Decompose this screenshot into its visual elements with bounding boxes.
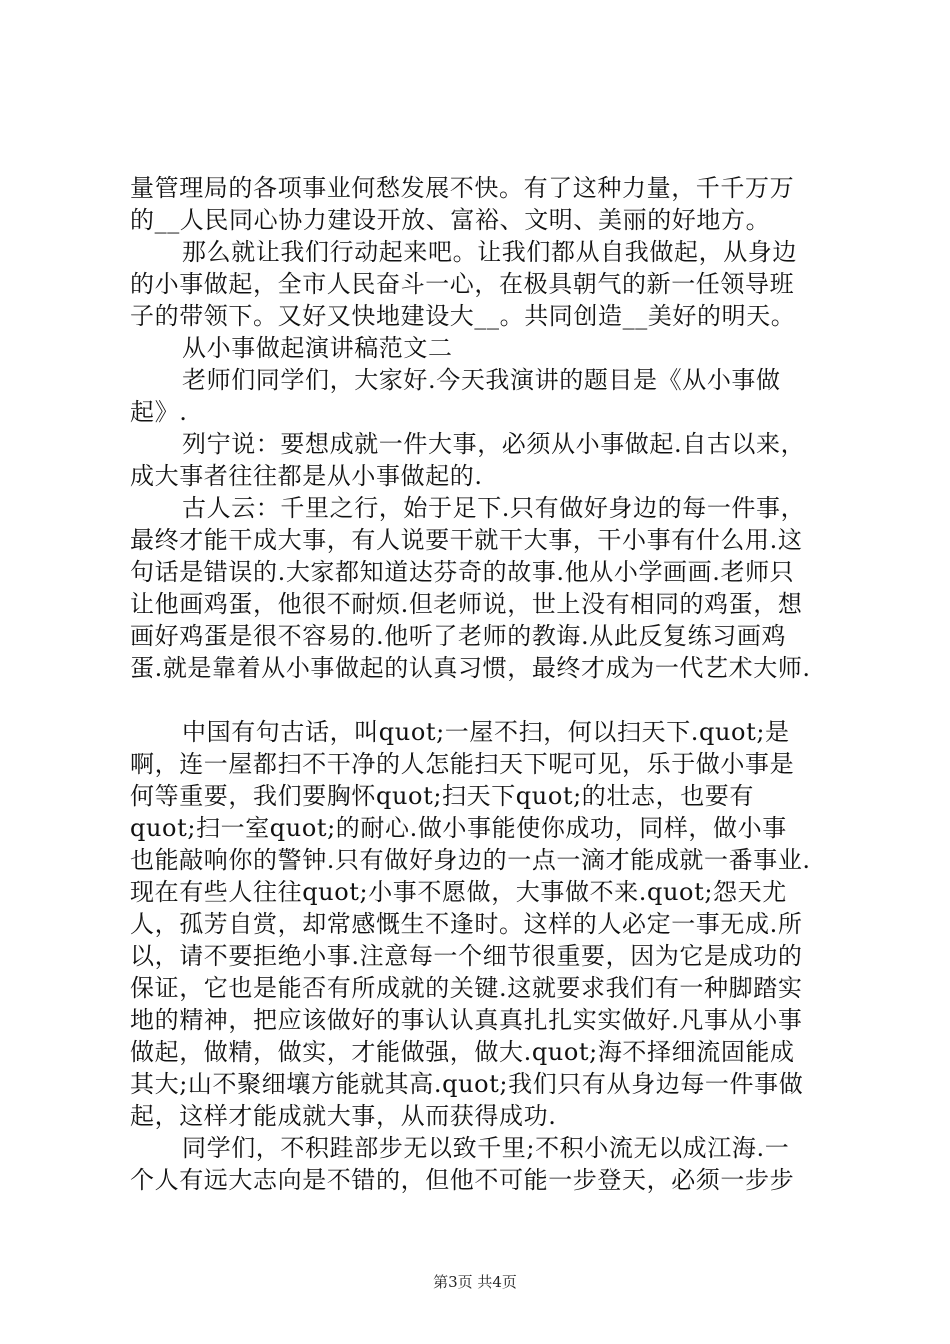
text-line-23: 人，孤芳自赏，却常感慨生不逢时。这样的人必定一事无成.所 — [130, 910, 803, 938]
section-heading: 从小事做起演讲稿范文二 — [182, 334, 453, 362]
text-line-12: 最终才能干成大事，有人说要干就干大事，干小事有什么用.这 — [130, 526, 803, 554]
text-line-11: 古人云：千里之行，始于足下.只有做好身边的每一件事， — [182, 494, 806, 522]
text-line-29: 起，这样才能成就大事，从而获得成功. — [130, 1102, 557, 1130]
text-line-1: 量管理局的各项事业何愁发展不快。有了这种力量，千千万万 — [130, 174, 795, 202]
text-line-28: 其大;山不聚细壤方能就其高.quot;我们只有从身边每一件事做 — [130, 1070, 804, 1098]
text-line-4: 的小事做起，全市人民奋斗一心，在极具朝气的新一任领导班 — [130, 270, 795, 298]
text-line-2: 的__人民同心协力建设开放、富裕、文明、美丽的好地方。 — [130, 206, 771, 234]
text-line-25: 保证，它也是能否有所成就的关键.这就要求我们有一种脚踏实 — [130, 974, 803, 1002]
text-line-19: 何等重要，我们要胸怀quot;扫天下quot;的壮志，也要有 — [130, 782, 754, 810]
page-footer: 第3页 共4页 — [433, 1273, 517, 1291]
text-line-27: 做起，做精，做实，才能做强，做大.quot;海不择细流固能成 — [130, 1038, 795, 1066]
text-line-3: 那么就让我们行动起来吧。让我们都从自我做起，从身边 — [182, 238, 797, 266]
text-line-18: 啊，连一屋都扫不干净的人怎能扫天下呢可见，乐于做小事是 — [130, 750, 795, 778]
text-line-26: 地的精神，把应该做好的事认认真真扎扎实实做好.凡事从小事 — [130, 1006, 803, 1034]
text-line-21: 也能敲响你的警钟.只有做好身边的一点一滴才能成就一番事业. — [130, 846, 811, 874]
text-line-16: 蛋.就是靠着从小事做起的认真习惯，最终才成为一代艺术大师. — [130, 654, 811, 682]
text-line-7: 老师们同学们，大家好.今天我演讲的题目是《从小事做 — [182, 366, 781, 394]
text-line-14: 让他画鸡蛋，他很不耐烦.但老师说，世上没有相同的鸡蛋，想 — [130, 590, 803, 618]
document-body — [130, 172, 835, 1196]
text-line-9: 列宁说：要想成就一件大事，必须从小事做起.自古以来， — [182, 430, 806, 458]
paragraph-gap — [130, 684, 835, 716]
text-line-22: 现在有些人往往quot;小事不愿做，大事做不来.quot;怨天尤 — [130, 878, 787, 906]
text-line-24: 以，请不要拒绝小事.注意每一个细节很重要，因为它是成功的 — [130, 942, 803, 970]
text-line-20: quot;扫一室quot;的耐心.做小事能使你成功，同样，做小事 — [130, 814, 787, 842]
text-line-5: 子的带领下。又好又快地建设大__。共同创造__美好的明天。 — [130, 302, 796, 330]
text-line-17: 中国有句古话，叫quot;一屋不扫，何以扫天下.quot;是 — [182, 718, 790, 746]
text-line-15: 画好鸡蛋是很不容易的.他听了老师的教诲.从此反复练习画鸡 — [130, 622, 787, 650]
text-line-31: 个人有远大志向是不错的，但他不可能一步登天，必须一步步 — [130, 1166, 795, 1194]
text-line-13: 句话是错误的.大家都知道达芬奇的故事.他从小学画画.老师只 — [130, 558, 795, 586]
text-line-10: 成大事者往往都是从小事做起的. — [130, 462, 483, 490]
text-line-30: 同学们，不积跬部步无以致千里;不积小流无以成江海.一 — [182, 1134, 790, 1162]
text-line-8: 起》. — [130, 398, 188, 426]
